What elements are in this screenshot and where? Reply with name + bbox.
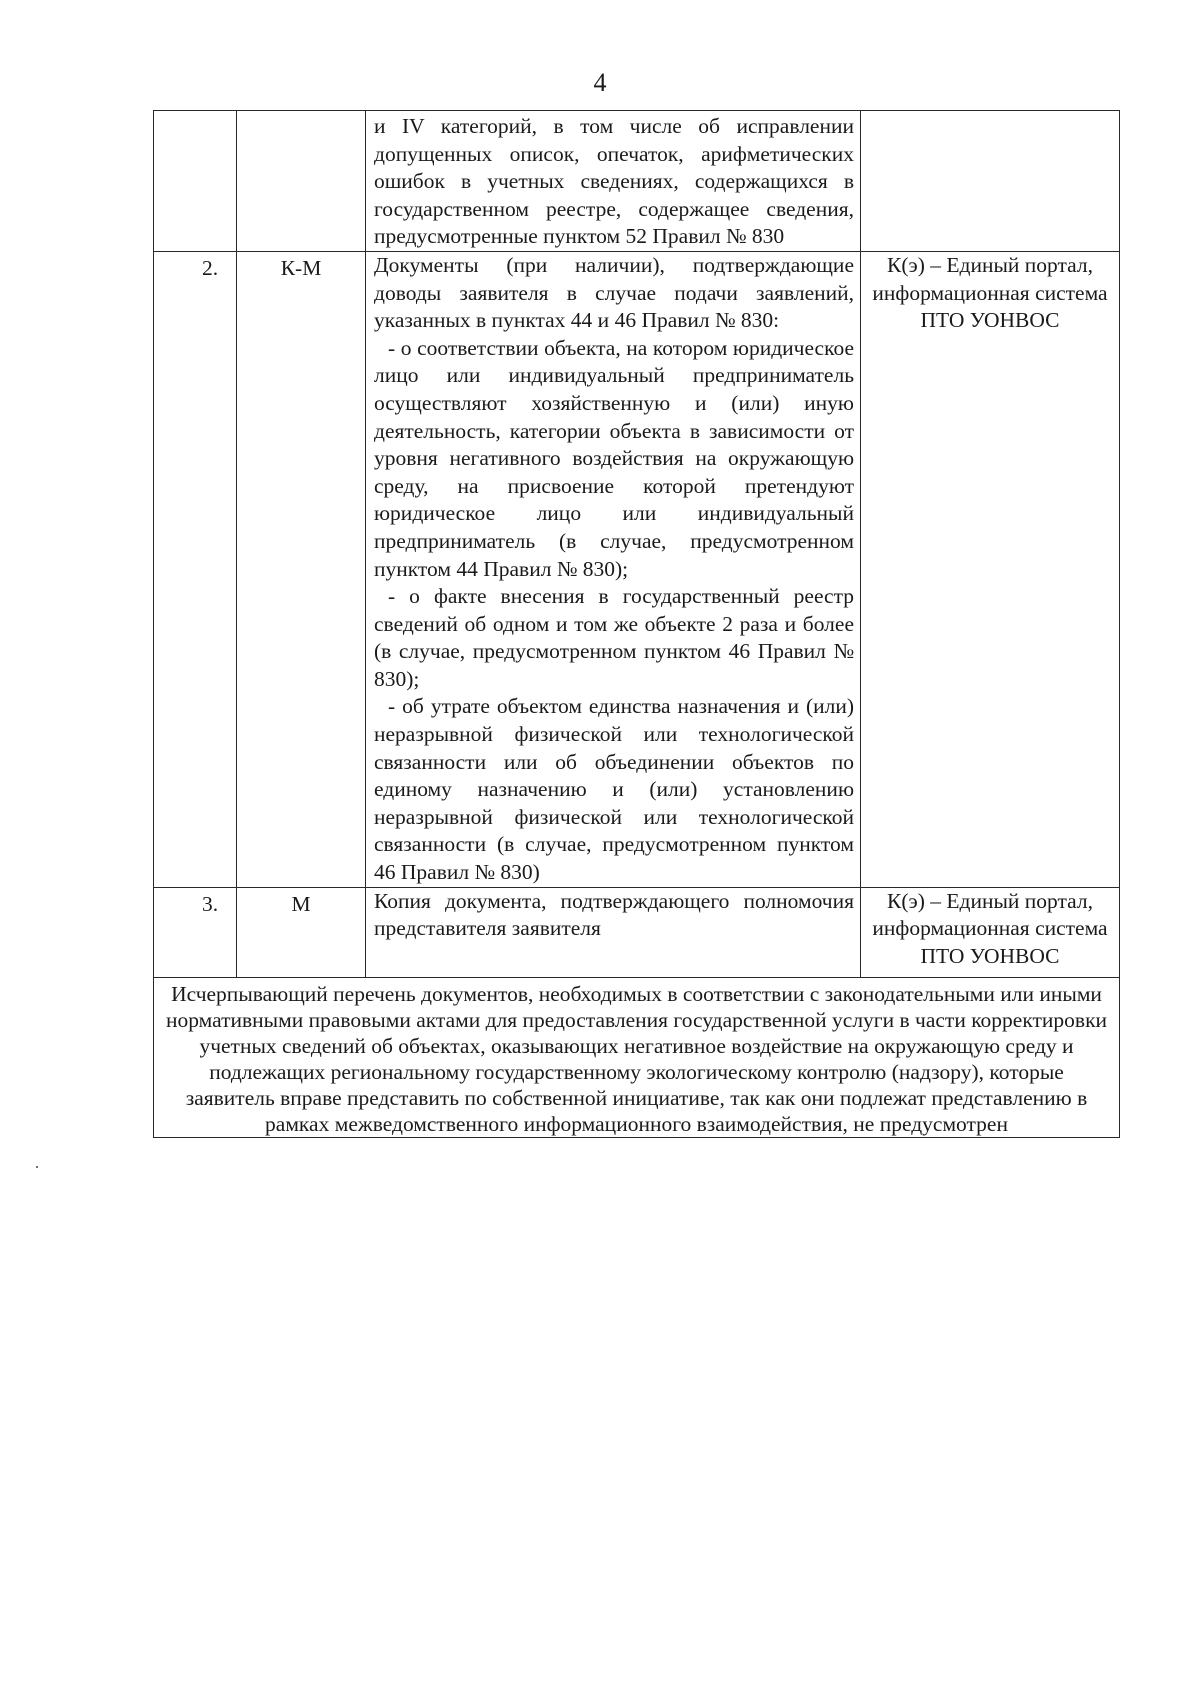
row-number-cell: 2.: [154, 251, 237, 887]
row-description-cell: [366, 887, 861, 977]
row-description-text: и IV категорий, в том числе об исправлении допущенных описок, опечаток, арифметических ошибок в учетных сведениях, содержащихся в государственном реестре, содержащее сведения, предусмотренные пунктом 52 Правил № 830: [374, 114, 854, 249]
row-code-cell: М: [237, 887, 366, 977]
summary-row: [154, 977, 1120, 1137]
table-row: [154, 111, 1120, 252]
table-row: [154, 887, 1120, 977]
row-code-cell: [237, 111, 366, 252]
row-source-cell: К(э) – Единый портал, информационная система ПТО УОНВОС: [861, 887, 1120, 977]
row-source-cell: [861, 111, 1120, 252]
page-number: 4: [593, 68, 607, 97]
row-code-cell: К-М: [237, 251, 366, 887]
row-description-bullet: - об утрате объектом единства назначения и (или) неразрывной физической или технологической связанности или об объединении объектов по единому назначению и (или) установлению неразрывной физической или технологической связанности (в случае, предусмотренном пунктом 46 Правил № 830): [374, 694, 854, 885]
row-source-cell: К(э) – Единый портал, информационная система ПТО УОНВОС: [861, 251, 1120, 887]
row-description-bullet: - о соответствии объекта, на котором юридическое лицо или индивидуальный предприниматель осуществляют хозяйственную и (или) иную деятельность, категории объекта в зависимости от уровня негативного воздействия на окружающую среду, на присвоение которой претендуют юридическое лицо или индивидуальный предприниматель (в случае, предусмотренном пунктом 44 Правил № 830);: [374, 335, 854, 581]
summary-text: Исчерпывающий перечень документов, необходимых в соответствии с законодательными или иными нормативными правовыми актами для предоставления государственной услуги в части корректировки учетных сведений об объектах, оказывающих негативное воздействие на окружающую среду и подлежащих региональному государственному экологическому контролю (надзору), которые заявитель вправе представить по собственной инициативе, так как они подлежат представлению в рамках межведомственного информационного взаимодействия, не предусмотрен: [154, 977, 1120, 1137]
table-row: [154, 251, 1120, 887]
row-description-cell: [366, 251, 861, 887]
row-description-text: Копия документа, подтверждающего полномочия представителя заявителя: [374, 888, 854, 941]
row-number-cell: [154, 111, 237, 252]
documents-table: [153, 110, 1120, 1138]
scan-artifact-dot: [36, 1166, 38, 1168]
row-number-cell: 3.: [154, 887, 237, 977]
row-description-cell: [366, 111, 861, 252]
row-description-bullet: - о факте внесения в государственный реестр сведений об одном и том же объекте 2 раза и более (в случае, предусмотренном пунктом 46 Правил № 830);: [374, 584, 854, 691]
row-description-intro: Документы (при наличии), подтверждающие доводы заявителя в случае подачи заявлений, указанных в пунктах 44 и 46 Правил № 830:: [374, 252, 854, 333]
